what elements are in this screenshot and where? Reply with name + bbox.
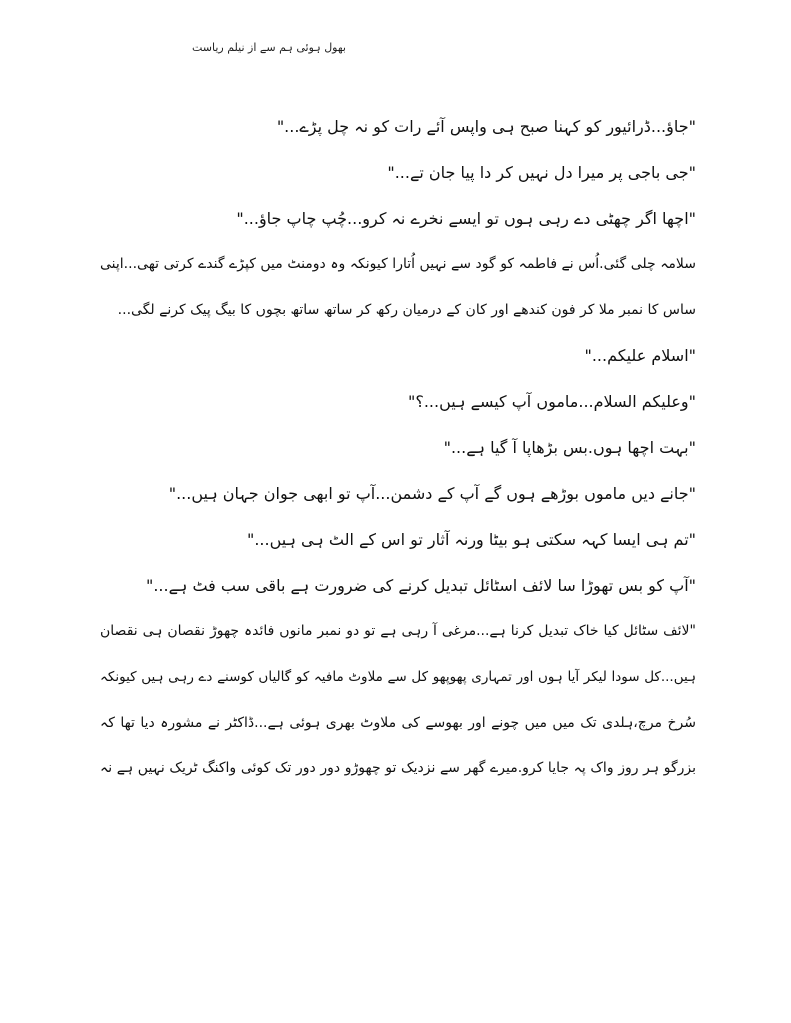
paragraph-line: سلامہ چلی گئی.اُس نے فاطمہ کو گود سے نہیں اُتارا کیونکہ وہ دومنٹ میں کپڑے گندے کرتی تھی...اپنی xyxy=(100,255,696,272)
paragraph-line: سُرخ مرچ،ہلدی تک میں میں چونے اور بھوسے کی ملاوٹ بھری ہوئی ہے...ڈاکٹر نے مشورہ دیا تھا کہ xyxy=(100,714,696,731)
paragraph-line: ہیں...کل سودا لیکر آیا ہوں اور تمہاری پھوپھو کل سے ملاوٹ مافیہ کو گالیاں کوسنے دے رہی ہیں کیونکہ xyxy=(100,668,696,685)
dialogue-line: "جاؤ...ڈرائیور کو کہنا صبح ہی واپس آئے رات کو نہ چل پڑے..." xyxy=(276,117,696,136)
dialogue-line: "اچھا اگر چھٹی دے رہی ہوں تو ایسے نخرے نہ کرو...چُپ چاپ جاؤ..." xyxy=(236,208,696,228)
dialogue-line: "تم ہی ایسا کہہ سکتی ہو بیٹا ورنہ آثار تو اس کے الٹ ہی ہیں..." xyxy=(246,530,696,550)
dialogue-line: "آپ کو بس تھوڑا سا لائف اسٹائل تبدیل کرنے کی ضرورت ہے باقی سب فٹ ہے..." xyxy=(145,575,696,595)
story-text xyxy=(100,104,696,792)
paragraph-line: بزرگو ہر روز واک پہ جایا کرو.میرے گھر سے نزدیک تو چھوڑو دور دور تک کوئی واکنگ ٹریک نہیں ہے نہ xyxy=(100,760,696,777)
page-header: بھول ہوئی ہم سے از نیلم ریاست xyxy=(191,41,346,54)
dialogue-line: "جی باجی پر میرا دل نہیں کر دا پیا جان تے..." xyxy=(387,162,696,182)
paragraph-line: ساس کا نمبر ملا کر فون کندھے اور کان کے درمیان رکھ کر ساتھ ساتھ بچوں کا بیگ پیک کرنے لگی... xyxy=(117,301,696,318)
paragraph-line: "لائف سٹائل کیا خاک تبدیل کرنا ہے...مرغی آ رہی ہے تو دو نمبر مانوں فائدہ چھوڑ نقصان ہی نقصان xyxy=(100,622,696,639)
dialogue-line: "اسلام علیکم..." xyxy=(584,346,696,366)
dialogue-line: "جانے دیں ماموں بوڑھے ہوں گے آپ کے دشمن...آپ تو ابھی جوان جہان ہیں..." xyxy=(168,484,696,504)
dialogue-line: "بہت اچھا ہوں.بس بڑھاپا آ گیا ہے..." xyxy=(443,438,696,458)
dialogue-line: "وعلیکم السلام...ماموں آپ کیسے ہیں...؟" xyxy=(407,392,696,412)
